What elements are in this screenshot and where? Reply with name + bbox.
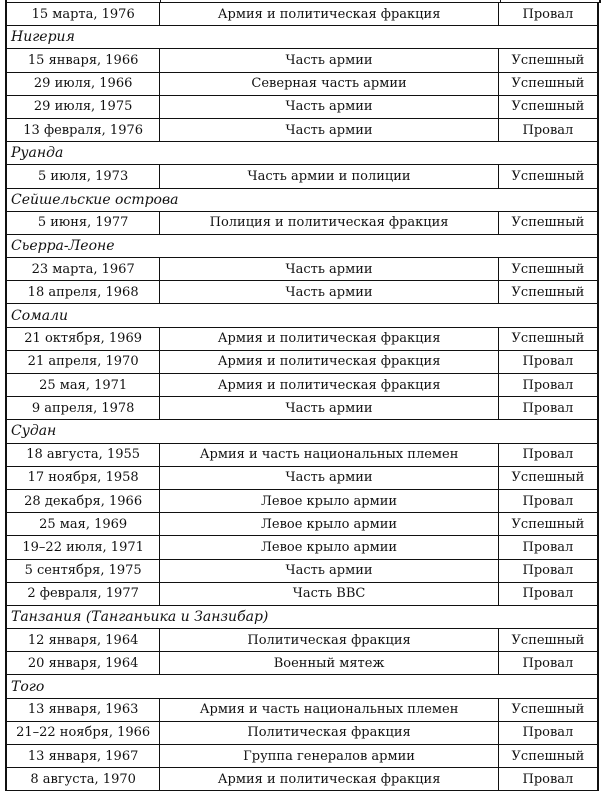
date-cell: 8 августа, 1970 <box>6 768 160 791</box>
result-cell: Успешный <box>498 466 598 489</box>
result-cell: Провал <box>498 443 598 466</box>
date-cell: 15 января, 1966 <box>6 49 160 72</box>
date-cell: 23 марта, 1967 <box>6 258 160 281</box>
table-body <box>6 3 598 791</box>
table-row <box>6 745 598 768</box>
actor-cell: Северная часть армии <box>160 72 499 95</box>
country-name: Сейшельские острова <box>6 188 598 211</box>
table-row <box>6 629 598 652</box>
table-row <box>6 582 598 605</box>
result-cell: Провал <box>498 559 598 582</box>
table-row <box>6 721 598 744</box>
actor-cell: Армия и политическая фракция <box>160 3 499 26</box>
table-row <box>6 165 598 188</box>
actor-cell: Военный мятеж <box>160 652 499 675</box>
result-cell: Успешный <box>498 513 598 536</box>
result-cell: Успешный <box>498 629 598 652</box>
actor-cell: Часть ВВС <box>160 582 499 605</box>
result-cell: Провал <box>498 350 598 373</box>
actor-cell: Часть армии <box>160 559 499 582</box>
table-row <box>6 466 598 489</box>
date-cell: 21 октября, 1969 <box>6 327 160 350</box>
date-cell: 15 марта, 1976 <box>6 3 160 26</box>
date-cell: 29 июля, 1966 <box>6 72 160 95</box>
result-cell: Успешный <box>498 165 598 188</box>
table-row <box>6 443 598 466</box>
date-cell: 2 февраля, 1977 <box>6 582 160 605</box>
date-cell: 13 февраля, 1976 <box>6 118 160 141</box>
date-cell: 25 мая, 1971 <box>6 374 160 397</box>
actor-cell: Армия и политическая фракция <box>160 327 499 350</box>
result-cell: Успешный <box>498 327 598 350</box>
country-name: Руанда <box>6 142 598 165</box>
date-cell: 21–22 ноября, 1966 <box>6 721 160 744</box>
actor-cell: Армия и политическая фракция <box>160 374 499 397</box>
result-cell: Успешный <box>498 49 598 72</box>
actor-cell: Часть армии <box>160 281 499 304</box>
date-cell: 28 декабря, 1966 <box>6 489 160 512</box>
actor-cell: Политическая фракция <box>160 629 499 652</box>
table-row <box>6 652 598 675</box>
table-row <box>6 72 598 95</box>
date-cell: 5 июня, 1977 <box>6 211 160 234</box>
result-cell: Успешный <box>498 258 598 281</box>
result-cell: Провал <box>498 582 598 605</box>
date-cell: 5 июля, 1973 <box>6 165 160 188</box>
table-row <box>6 374 598 397</box>
actor-cell: Часть армии <box>160 49 499 72</box>
country-name: Судан <box>6 420 598 443</box>
country-header-row <box>6 605 598 628</box>
date-cell: 25 мая, 1969 <box>6 513 160 536</box>
table-row <box>6 768 598 791</box>
result-cell: Провал <box>498 397 598 420</box>
date-cell: 5 сентября, 1975 <box>6 559 160 582</box>
table-row <box>6 211 598 234</box>
date-cell: 29 июля, 1975 <box>6 95 160 118</box>
date-cell: 18 апреля, 1968 <box>6 281 160 304</box>
country-name: Нигерия <box>6 26 598 49</box>
result-cell: Успешный <box>498 211 598 234</box>
table-row <box>6 258 598 281</box>
date-cell: 13 января, 1963 <box>6 698 160 721</box>
date-cell: 21 апреля, 1970 <box>6 350 160 373</box>
date-cell: 17 ноября, 1958 <box>6 466 160 489</box>
result-cell: Провал <box>498 536 598 559</box>
result-cell: Успешный <box>498 698 598 721</box>
result-cell: Провал <box>498 721 598 744</box>
table-row <box>6 559 598 582</box>
result-cell: Успешный <box>498 72 598 95</box>
country-header-row <box>6 142 598 165</box>
table-row <box>6 698 598 721</box>
country-name: Сомали <box>6 304 598 327</box>
country-name: Сьерра-Леоне <box>6 234 598 257</box>
date-cell: 18 августа, 1955 <box>6 443 160 466</box>
actor-cell: Армия и политическая фракция <box>160 768 499 791</box>
country-header-row <box>6 675 598 698</box>
actor-cell: Армия и часть национальных племен <box>160 443 499 466</box>
country-header-row <box>6 420 598 443</box>
actor-cell: Армия и часть национальных племен <box>160 698 499 721</box>
country-header-row <box>6 304 598 327</box>
actor-cell: Группа генералов армии <box>160 745 499 768</box>
coups-table <box>5 2 599 791</box>
actor-cell: Часть армии <box>160 397 499 420</box>
actor-cell: Политическая фракция <box>160 721 499 744</box>
table-row <box>6 327 598 350</box>
actor-cell: Часть армии и полиции <box>160 165 499 188</box>
result-cell: Провал <box>498 118 598 141</box>
result-cell: Провал <box>498 3 598 26</box>
actor-cell: Левое крыло армии <box>160 513 499 536</box>
country-name: Танзания (Танганьика и Занзибар) <box>6 605 598 628</box>
result-cell: Успешный <box>498 95 598 118</box>
country-header-row <box>6 234 598 257</box>
table-row <box>6 397 598 420</box>
result-cell: Провал <box>498 374 598 397</box>
date-cell: 20 января, 1964 <box>6 652 160 675</box>
result-cell: Провал <box>498 768 598 791</box>
result-cell: Провал <box>498 489 598 512</box>
result-cell: Провал <box>498 652 598 675</box>
date-cell: 19–22 июля, 1971 <box>6 536 160 559</box>
table-row <box>6 95 598 118</box>
actor-cell: Часть армии <box>160 95 499 118</box>
table-row <box>6 281 598 304</box>
actor-cell: Часть армии <box>160 118 499 141</box>
date-cell: 13 января, 1967 <box>6 745 160 768</box>
actor-cell: Часть армии <box>160 258 499 281</box>
table-row <box>6 536 598 559</box>
actor-cell: Левое крыло армии <box>160 536 499 559</box>
table-row <box>6 513 598 536</box>
date-cell: 12 января, 1964 <box>6 629 160 652</box>
table-row <box>6 3 598 26</box>
table-row <box>6 489 598 512</box>
actor-cell: Армия и политическая фракция <box>160 350 499 373</box>
result-cell: Успешный <box>498 281 598 304</box>
table-row <box>6 350 598 373</box>
table-row <box>6 49 598 72</box>
date-cell: 9 апреля, 1978 <box>6 397 160 420</box>
country-header-row <box>6 26 598 49</box>
actor-cell: Полиция и политическая фракция <box>160 211 499 234</box>
actor-cell: Часть армии <box>160 466 499 489</box>
country-header-row <box>6 188 598 211</box>
actor-cell: Левое крыло армии <box>160 489 499 512</box>
result-cell: Успешный <box>498 745 598 768</box>
table-row <box>6 118 598 141</box>
country-name: Того <box>6 675 598 698</box>
